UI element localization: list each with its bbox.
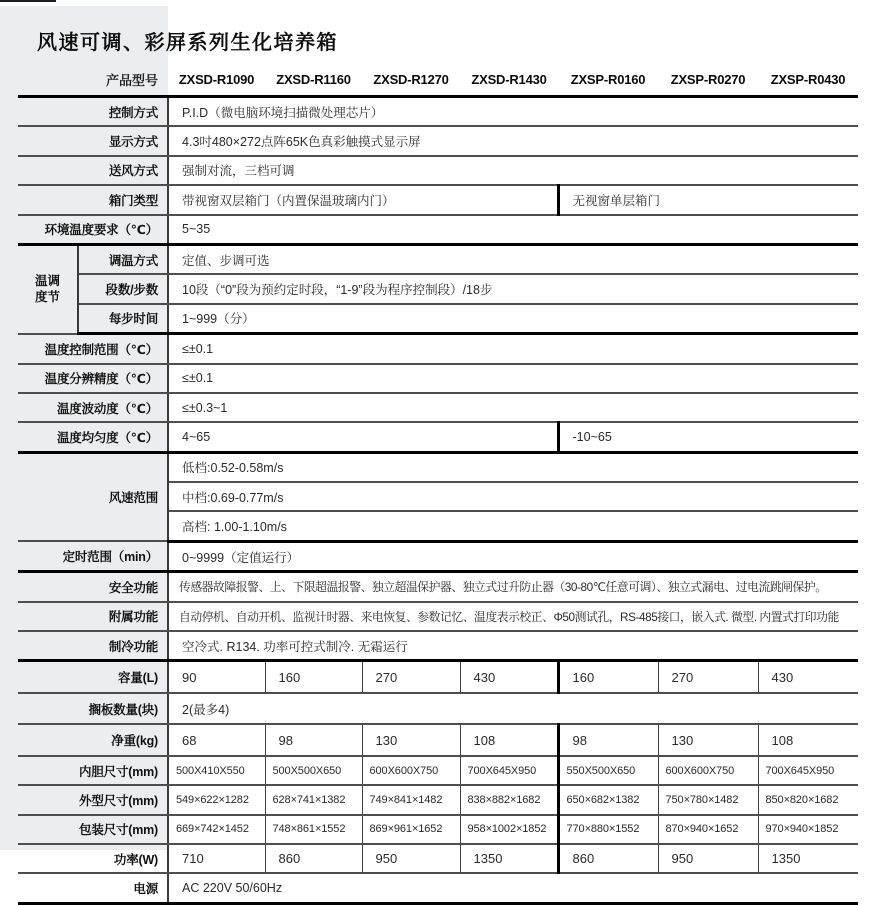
row-value-zxsd: 4~65 <box>168 422 558 452</box>
row-value: 空冷式. R134. 功率可控式制冷. 无霜运行 <box>168 631 858 661</box>
spec-row-cooling-function <box>18 631 858 661</box>
cell-value: 108 <box>460 724 558 756</box>
spec-row-auxiliary-functions <box>18 602 858 631</box>
row-label: 定时范围（min） <box>18 541 168 571</box>
row-value: 5~35 <box>168 215 858 245</box>
spec-row-power-supply <box>18 873 858 903</box>
cell-value: 98 <box>558 724 658 756</box>
model-name: ZXSD-R1270 <box>362 64 460 97</box>
header-label: 产品型号 <box>18 64 168 97</box>
cell-value: 130 <box>658 724 758 756</box>
cell-value: 430 <box>460 661 558 693</box>
cell-value: 750×780×1482 <box>658 785 758 814</box>
cell-value: 1350 <box>460 844 558 873</box>
cell-value: 860 <box>558 844 658 873</box>
cell-value: 749×841×1482 <box>362 785 460 814</box>
group-label-temp-adjust <box>18 244 78 333</box>
cell-value: 970×940×1852 <box>758 815 858 844</box>
row-value: 低档:0.52-0.58m/s <box>168 452 858 482</box>
spec-row-package-size <box>18 815 858 844</box>
row-label: 制冷功能 <box>18 631 168 661</box>
spec-row-shelf-count <box>18 693 858 725</box>
row-value: 1~999（分） <box>168 304 858 334</box>
row-value-zxsp: 无视窗单层箱门 <box>558 185 858 214</box>
row-value: AC 220V 50/60Hz <box>168 873 858 903</box>
spec-row-segments-steps <box>18 274 858 303</box>
model-name: ZXSP-R0270 <box>658 64 758 97</box>
row-label: 包装尺寸(mm) <box>18 815 168 844</box>
spec-row-temp-control-range <box>18 334 858 364</box>
spec-row-safety-functions <box>18 572 858 602</box>
cell-value: 430 <box>758 661 858 693</box>
row-label: 温度波动度（℃） <box>18 393 168 422</box>
cell-value: 1350 <box>758 844 858 873</box>
spec-table <box>18 64 858 905</box>
cell-value: 160 <box>558 661 658 693</box>
row-label: 送风方式 <box>18 156 168 185</box>
cell-value: 600X600X750 <box>658 756 758 785</box>
cell-value: 770×880×1552 <box>558 815 658 844</box>
spec-row-capacity <box>18 661 858 693</box>
row-value: 4.3吋480×272点阵65K色真彩触摸式显示屏 <box>168 126 858 155</box>
cell-value: 650×682×1382 <box>558 785 658 814</box>
spec-row-step-time <box>18 304 858 334</box>
spec-row-inner-size <box>18 756 858 785</box>
spec-row-temp-uniformity <box>18 422 858 452</box>
cell-value: 950 <box>362 844 460 873</box>
cell-value: 68 <box>168 724 265 756</box>
cell-value: 710 <box>168 844 265 873</box>
row-label: 附属功能 <box>18 602 168 631</box>
spec-row-control-method <box>18 97 858 127</box>
cell-value: 500X500X650 <box>265 756 362 785</box>
spec-row-net-weight <box>18 724 858 756</box>
row-label: 环境温度要求（℃） <box>18 215 168 245</box>
cell-value: 700X645X950 <box>460 756 558 785</box>
row-value: ≤±0.1 <box>168 334 858 364</box>
group-label-line: 温调 <box>34 274 60 289</box>
model-name: ZXSD-R1090 <box>168 64 265 97</box>
cell-value: 130 <box>362 724 460 756</box>
cell-value: 850×820×1682 <box>758 785 858 814</box>
row-label: 搁板数量(块) <box>18 693 168 725</box>
spec-row-power <box>18 844 858 873</box>
cell-value: 958×1002×1852 <box>460 815 558 844</box>
cell-value: 160 <box>265 661 362 693</box>
row-label: 内胆尺寸(mm) <box>18 756 168 785</box>
model-name: ZXSP-R0160 <box>558 64 658 97</box>
page-title: 风速可调、彩屏系列生化培养箱 <box>37 32 338 54</box>
cell-value: 950 <box>658 844 758 873</box>
cell-value: 108 <box>758 724 858 756</box>
row-value: 中档:0.69-0.77m/s <box>168 482 858 511</box>
row-label: 温度分辨精度（℃） <box>18 364 168 393</box>
row-label: 显示方式 <box>18 126 168 155</box>
row-label: 箱门类型 <box>18 185 168 214</box>
model-name: ZXSP-R0430 <box>758 64 858 97</box>
row-label: 温度控制范围（℃） <box>18 334 168 364</box>
spec-row-timer-range <box>18 541 858 571</box>
cell-value: 860 <box>265 844 362 873</box>
spec-row-ambient-temp <box>18 215 858 245</box>
spec-row-outer-size <box>18 785 858 814</box>
spec-row-door-type <box>18 185 858 214</box>
model-name: ZXSD-R1160 <box>265 64 362 97</box>
spec-row-wind-low <box>18 452 858 482</box>
cell-value: 600X600X750 <box>362 756 460 785</box>
sub-row-label: 每步时间 <box>78 304 168 334</box>
cell-value: 669×742×1452 <box>168 815 265 844</box>
row-value: ≤±0.1 <box>168 364 858 393</box>
cell-value: 500X410X550 <box>168 756 265 785</box>
spec-row-air-supply <box>18 156 858 185</box>
row-value: 高档: 1.00-1.10m/s <box>168 511 858 541</box>
sub-row-label: 调温方式 <box>78 244 168 274</box>
cell-value: 838×882×1682 <box>460 785 558 814</box>
row-label: 功率(W) <box>18 844 168 873</box>
row-value: 自动停机、自动开机、监视计时器、来电恢复、参数记忆、温度表示校正、Φ50测试孔，RS-485接口，嵌入式. 微型. 内置式打印功能 <box>168 602 858 631</box>
row-value: P.I.D（微电脑环境扫描微处理芯片） <box>168 97 858 127</box>
group-label-wind-speed: 风速范围 <box>18 452 168 541</box>
row-label: 外型尺寸(mm) <box>18 785 168 814</box>
row-value: 0~9999（定值运行） <box>168 541 858 571</box>
cell-value: 90 <box>168 661 265 693</box>
cell-value: 700X645X950 <box>758 756 858 785</box>
row-value: 定值、步调可选 <box>168 244 858 274</box>
cell-value: 549×622×1282 <box>168 785 265 814</box>
cell-value: 870×940×1652 <box>658 815 758 844</box>
sub-row-label: 段数/步数 <box>78 274 168 303</box>
cell-value: 628×741×1382 <box>265 785 362 814</box>
group-label-line: 度节 <box>34 290 60 305</box>
header-row <box>18 64 858 97</box>
spec-row-temp-mode <box>18 244 858 274</box>
row-label: 安全功能 <box>18 572 168 602</box>
row-label: 容量(L) <box>18 661 168 693</box>
row-value: 强制对流，三档可调 <box>168 156 858 185</box>
row-value: 传感器故障报警、上、下限超温报警、独立超温保护器、独立式过升防止器（30-80℃任意可调）、独立式漏电、过电流跳闸保护。 <box>168 572 858 602</box>
cell-value: 748×861×1552 <box>265 815 362 844</box>
row-label: 温度均匀度（℃） <box>18 422 168 452</box>
row-value-zxsp: -10~65 <box>558 422 858 452</box>
cell-value: 98 <box>265 724 362 756</box>
row-value: 10段（“0”段为预约定时段，“1-9”段为程序控制段）/18步 <box>168 274 858 303</box>
row-value: ≤±0.3~1 <box>168 393 858 422</box>
model-name: ZXSD-R1430 <box>460 64 558 97</box>
spec-row-temp-resolution <box>18 364 858 393</box>
row-label: 控制方式 <box>18 97 168 127</box>
row-label: 净重(kg) <box>18 724 168 756</box>
row-value: 2(最多4) <box>168 693 858 725</box>
cell-value: 550X500X650 <box>558 756 658 785</box>
cell-value: 270 <box>658 661 758 693</box>
spec-row-display-method <box>18 126 858 155</box>
row-value-zxsd: 带视窗双层箱门（内置保温玻璃内门） <box>168 185 558 214</box>
cell-value: 869×961×1652 <box>362 815 460 844</box>
scan-artifact-line <box>0 0 56 2</box>
cell-value: 270 <box>362 661 460 693</box>
row-label: 电源 <box>18 873 168 903</box>
spec-row-temp-fluctuation <box>18 393 858 422</box>
